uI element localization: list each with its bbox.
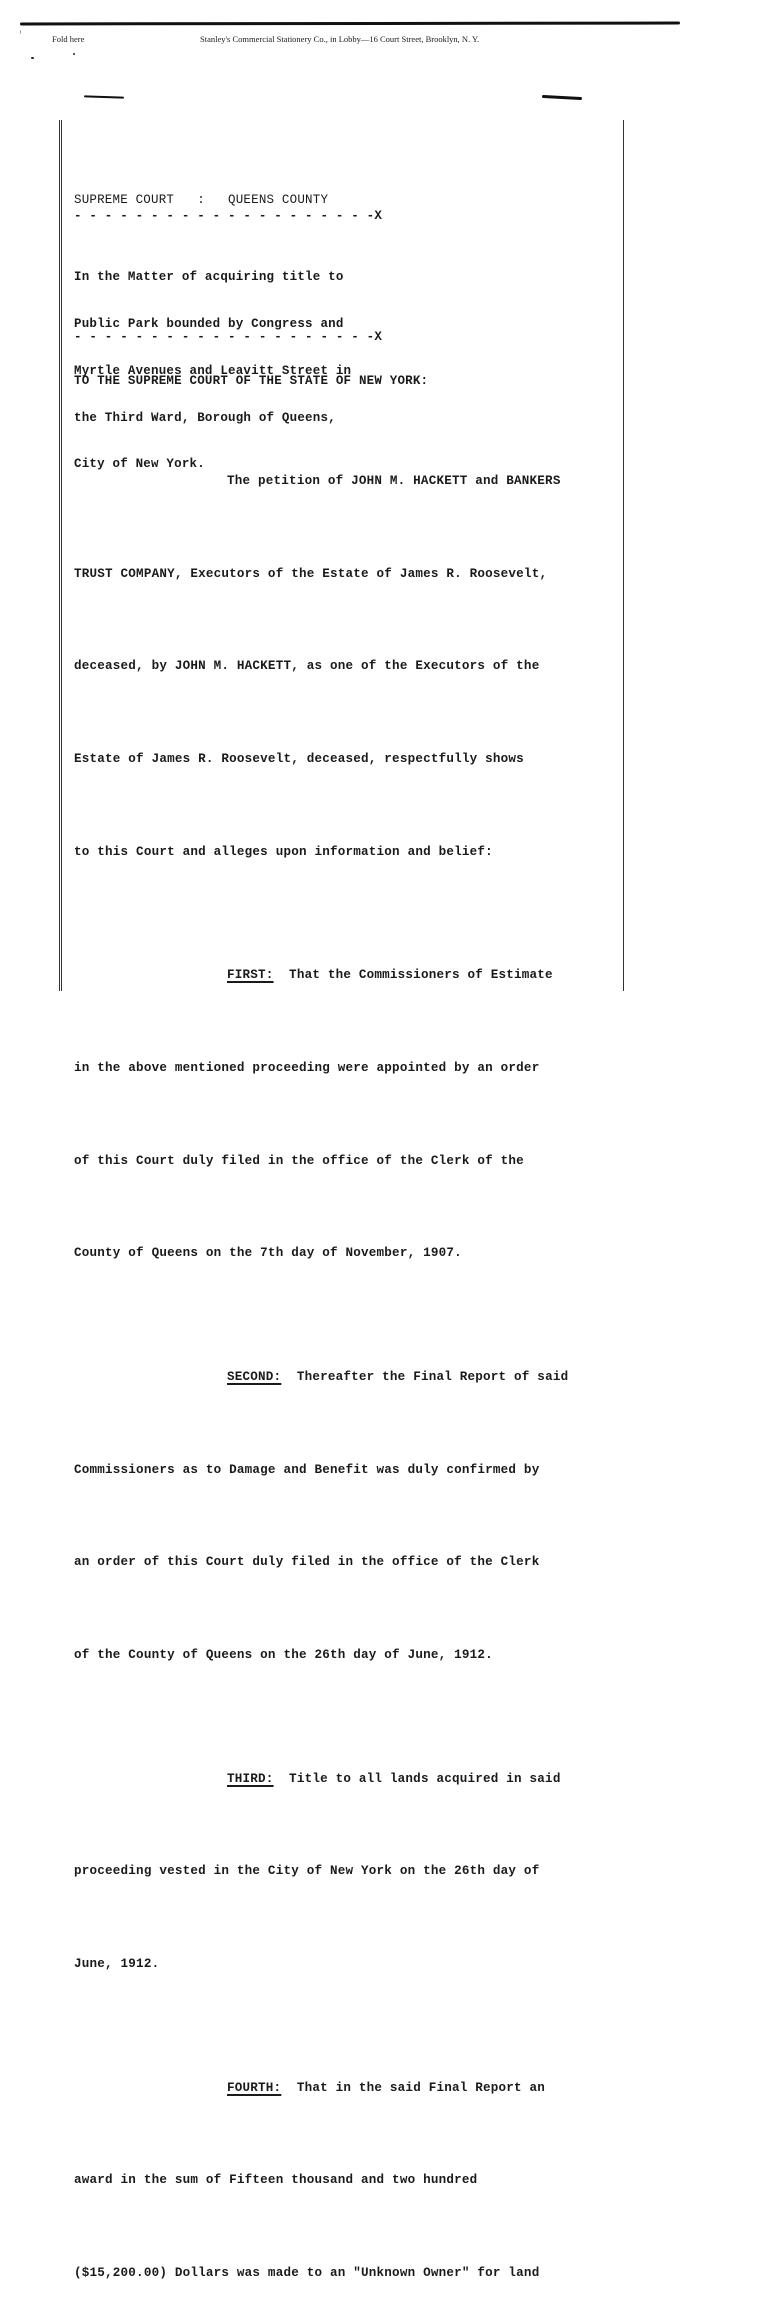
matter-line: City of New York. [74, 457, 205, 472]
paragraph-label: FOURTH: [227, 2080, 282, 2095]
matter-line: Myrtle Avenues and Leavitt Street in [74, 363, 352, 378]
paragraph-first-heading: FIRST: That the Commissioners of Estimate [227, 968, 553, 983]
petition-intro-line: to this Court and alleges upon information and belief: [74, 844, 493, 859]
paragraph-line: an order of this Court duly filed in the office of the Clerk [74, 1555, 540, 1570]
paragraph-line: of this Court duly filed in the office of the Clerk of the [74, 1153, 524, 1168]
fold-mark-right [542, 95, 582, 100]
paragraph-line: award in the sum of Fifteen thousand and two hundred [74, 2173, 478, 2188]
salutation: TO THE SUPREME COURT OF THE STATE OF NEW YORK: [74, 374, 429, 388]
paragraph-line: County of Queens on the 7th day of November, 1907. [74, 1246, 462, 1261]
paragraph-line: in the above mentioned proceeding were appointed by an order [74, 1060, 540, 1075]
top-fold-rule [20, 22, 680, 26]
fold-mark-left [84, 95, 124, 98]
caption-divider-top: - - - - - - - - - - - - - - - - - - - -X [74, 209, 383, 223]
petition-body [74, 404, 634, 2320]
paragraph-label: THIRD: [227, 1771, 274, 1786]
paragraph-line: Commissioners as to Damage and Benefit was duly confirmed by [74, 1462, 540, 1477]
paragraph-label: FIRST: [227, 968, 274, 983]
ink-speck [31, 57, 34, 59]
paragraph-line: proceeding vested in the City of New York on the 26th day of [74, 1864, 540, 1879]
petition-intro-line: TRUST COMPANY, Executors of the Estate of James R. Roosevelt, [74, 566, 548, 581]
fold-here-label: Fold here [52, 34, 85, 44]
petition-intro-line: deceased, by JOHN M. HACKETT, as one of the Executors of the [74, 659, 540, 674]
petition-intro-line: The petition of JOHN M. HACKETT and BANKERS [227, 473, 561, 488]
stationer-imprint: Stanley's Commercial Stationery Co., in Lobby—16 Court Street, Brooklyn, N. Y. [200, 34, 480, 44]
paragraph-line: ($15,200.00) Dollars was made to an "Unknown Owner" for land [74, 2266, 540, 2281]
petition-intro-line: Estate of James R. Roosevelt, deceased, respectfully shows [74, 751, 524, 766]
paragraph-line: June, 1912. [74, 1957, 160, 1972]
paragraph-third-heading: THIRD: Title to all lands acquired in said [227, 1771, 561, 1786]
paragraph-line: of the County of Queens on the 26th day of June, 1912. [74, 1648, 493, 1663]
matter-line: the Third Ward, Borough of Queens, [74, 410, 336, 425]
left-margin-rule [59, 120, 62, 991]
ink-speck [20, 30, 21, 34]
stationery-header [0, 34, 765, 48]
paragraph-label: SECOND: [227, 1369, 282, 1384]
ink-speck [73, 53, 75, 55]
paragraph-second-heading: SECOND: Thereafter the Final Report of said [227, 1369, 569, 1384]
matter-line: Public Park bounded by Congress and [74, 316, 344, 331]
paragraph-fourth-heading: FOURTH: That in the said Final Report an [227, 2080, 546, 2095]
matter-line: In the Matter of acquiring title to [74, 270, 344, 285]
court-caption: SUPREME COURT : QUEENS COUNTY [74, 193, 329, 207]
caption-divider-bottom: - - - - - - - - - - - - - - - - - - - -X [74, 330, 383, 344]
